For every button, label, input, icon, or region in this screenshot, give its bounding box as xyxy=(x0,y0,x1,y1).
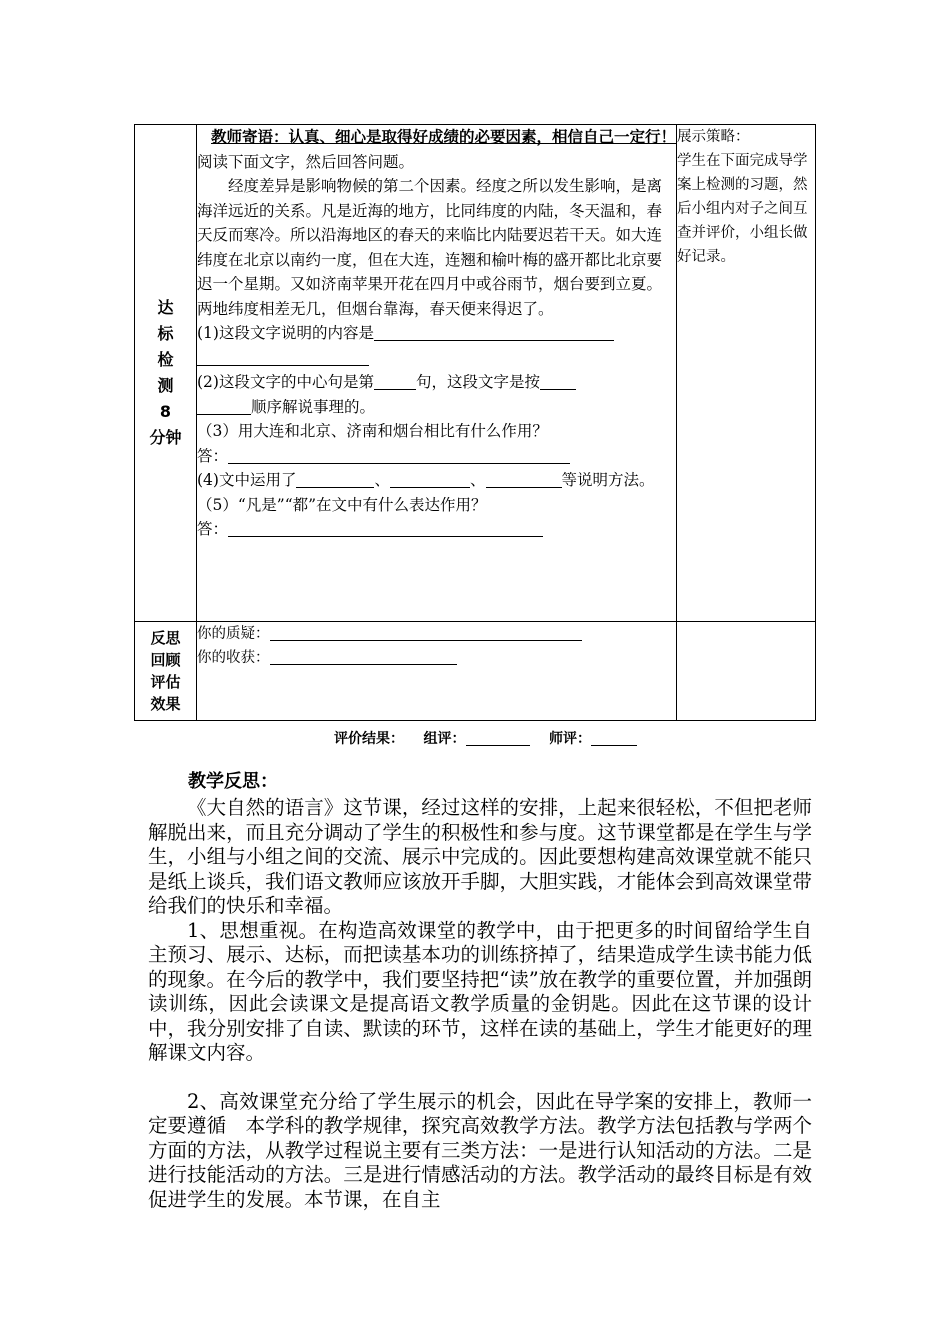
question-1 xyxy=(197,321,676,370)
assessment-label-char: 测 xyxy=(157,376,174,395)
reflection-paragraph: 《大自然的语言》这节课，经过这样的安排，上起来很轻松，不但把老师解脱出来，而且充分调动了学生的积极性和参与度。这节课堂都是在学生与学生，小组与小组之间的交流、展示中完成的。因此要想构建高效课堂就不能只是纸上谈兵，我们语文教师应该放开手脚，大胆实践，才能体会到高效课堂带给我们的快乐和幸福。 xyxy=(148,796,812,917)
question-3-text: （3）用大连和北京、济南和烟台相比有什么作用？ xyxy=(197,422,548,440)
separator: 、 xyxy=(469,471,486,489)
answer-blank[interactable] xyxy=(197,398,251,415)
question-2 xyxy=(197,370,676,419)
answer-blank[interactable] xyxy=(374,374,416,391)
teacher-evaluation-label: 师评： xyxy=(549,731,591,747)
strategy-body: 学生在下面完成导学案上检测的习题，然后小组内对子之间互查并评价，小组长做好记录。 xyxy=(677,153,808,265)
doubt-label: 你的质疑： xyxy=(197,626,270,642)
assessment-label-char: 达 xyxy=(157,298,174,317)
table-row-reflection xyxy=(135,622,816,721)
group-evaluation-field[interactable] xyxy=(466,731,530,746)
question-3 xyxy=(197,419,676,468)
answer-blank[interactable] xyxy=(228,521,543,538)
reflection-paragraph: 1、思想重视。在构造高效课堂的教学中，由于把更多的时间留给学生自主预习、展示、达标，而把读基本功的训练挤掉了，结果造成学生读书能力低的现象。在今后的教学中，我们要坚持把“读”放在教学的重要位置，并加强朗读训练，因此会读课文是提高语文教学质量的金钥匙。因此在这节课的设计中，我分别安排了自读、默读的环节，这样在读的基础上，学生才能更好的理解课文内容。 xyxy=(148,918,812,1064)
assessment-content xyxy=(197,125,677,622)
question-1-text: (1)这段文字说明的内容是 xyxy=(197,324,374,342)
answer-blank[interactable] xyxy=(197,349,369,366)
reflection-label-line: 反思 xyxy=(150,629,181,647)
reflection-content xyxy=(197,622,677,721)
gain-row xyxy=(197,646,676,670)
doubt-field[interactable] xyxy=(270,626,582,642)
answer-blank[interactable] xyxy=(374,325,614,342)
display-strategy xyxy=(677,125,816,622)
separator: 、 xyxy=(374,471,390,489)
answer-label: 答： xyxy=(197,520,229,538)
gain-field[interactable] xyxy=(270,650,457,666)
strategy-title: 展示策略： xyxy=(677,129,750,145)
assessment-label-char: 检 xyxy=(157,350,174,369)
reflection-title: 教学反思： xyxy=(188,771,278,792)
question-2-text: (2)这段文字的中心句是第 xyxy=(197,373,374,391)
answer-label: 答： xyxy=(197,446,229,465)
teacher-notice: 教师寄语：认真、细心是取得好成绩的必要因素，相信自己一定行！ xyxy=(211,128,677,146)
assessment-label-char: 分钟 xyxy=(149,428,182,447)
answer-blank[interactable] xyxy=(390,472,470,489)
reading-passage: 经度差异是影响物候的第二个因素。经度之所以发生影响，是离海洋远近的关系。凡是近海的地方，比同纬度的内陆，冬天温和，春天反而寒冷。所以沿海地区的春天的来临比内陆要迟若干天。如大连纬度在北京以南约一度，但在大连，连翘和榆叶梅的盛开都比北京要迟一个星期。又如济南苹果开花在四月中或谷雨节，烟台要到立夏。两地纬度相差无几，但烟台靠海，春天便来得迟了。 xyxy=(197,177,663,318)
question-4-text: (4)文中运用了 xyxy=(197,471,297,489)
evaluation-line xyxy=(334,728,637,748)
question-4-text: 等说明方法。 xyxy=(561,471,655,489)
reflection-label-line: 评估 xyxy=(150,673,181,691)
question-4 xyxy=(197,468,676,493)
question-5-text: （5）“凡是”“都”在文中有什么表达作用？ xyxy=(197,495,487,514)
reflection-paragraph: 2、高效课堂充分给了学生展示的机会，因此在导学案的安排上，教师一定要遵循 本学科的教学规律，探究高效教学方法。教学方法包括教与学两个方面的方法，从教学过程说主要有三类方法：一是进行认知活动的方法。二是进行技能活动的方法。三是进行情感活动的方法。教学活动的最终目标是有效促进学生的发展。本节课，在自主 xyxy=(148,1089,812,1211)
answer-blank[interactable] xyxy=(228,447,570,464)
assessment-label-char: 标 xyxy=(157,324,174,343)
reflection-label-line: 回顾 xyxy=(150,651,181,669)
answer-blank[interactable] xyxy=(540,374,576,391)
reflection-empty-cell xyxy=(677,622,816,721)
assessment-label xyxy=(135,125,197,622)
question-2-text: 句，这段文字是按 xyxy=(415,373,540,391)
table-row-assessment xyxy=(135,125,816,622)
answer-blank[interactable] xyxy=(296,472,374,489)
lesson-table xyxy=(134,124,816,721)
doubt-row xyxy=(197,622,676,646)
question-5 xyxy=(197,493,676,542)
reflection-label xyxy=(135,622,197,721)
question-2-text: 顺序解说事理的。 xyxy=(251,397,376,416)
evaluation-result-label: 评价结果： xyxy=(334,731,404,747)
assessment-label-char: 8 xyxy=(159,402,172,421)
answer-blank[interactable] xyxy=(486,472,562,489)
reflection-label-line: 效果 xyxy=(150,695,181,713)
teaching-reflection xyxy=(148,770,812,1212)
reading-instruction: 阅读下面文字，然后回答问题。 xyxy=(197,152,415,171)
teacher-evaluation-field[interactable] xyxy=(591,731,637,746)
group-evaluation-label: 组评： xyxy=(423,731,466,747)
gain-label: 你的收获： xyxy=(197,650,270,666)
